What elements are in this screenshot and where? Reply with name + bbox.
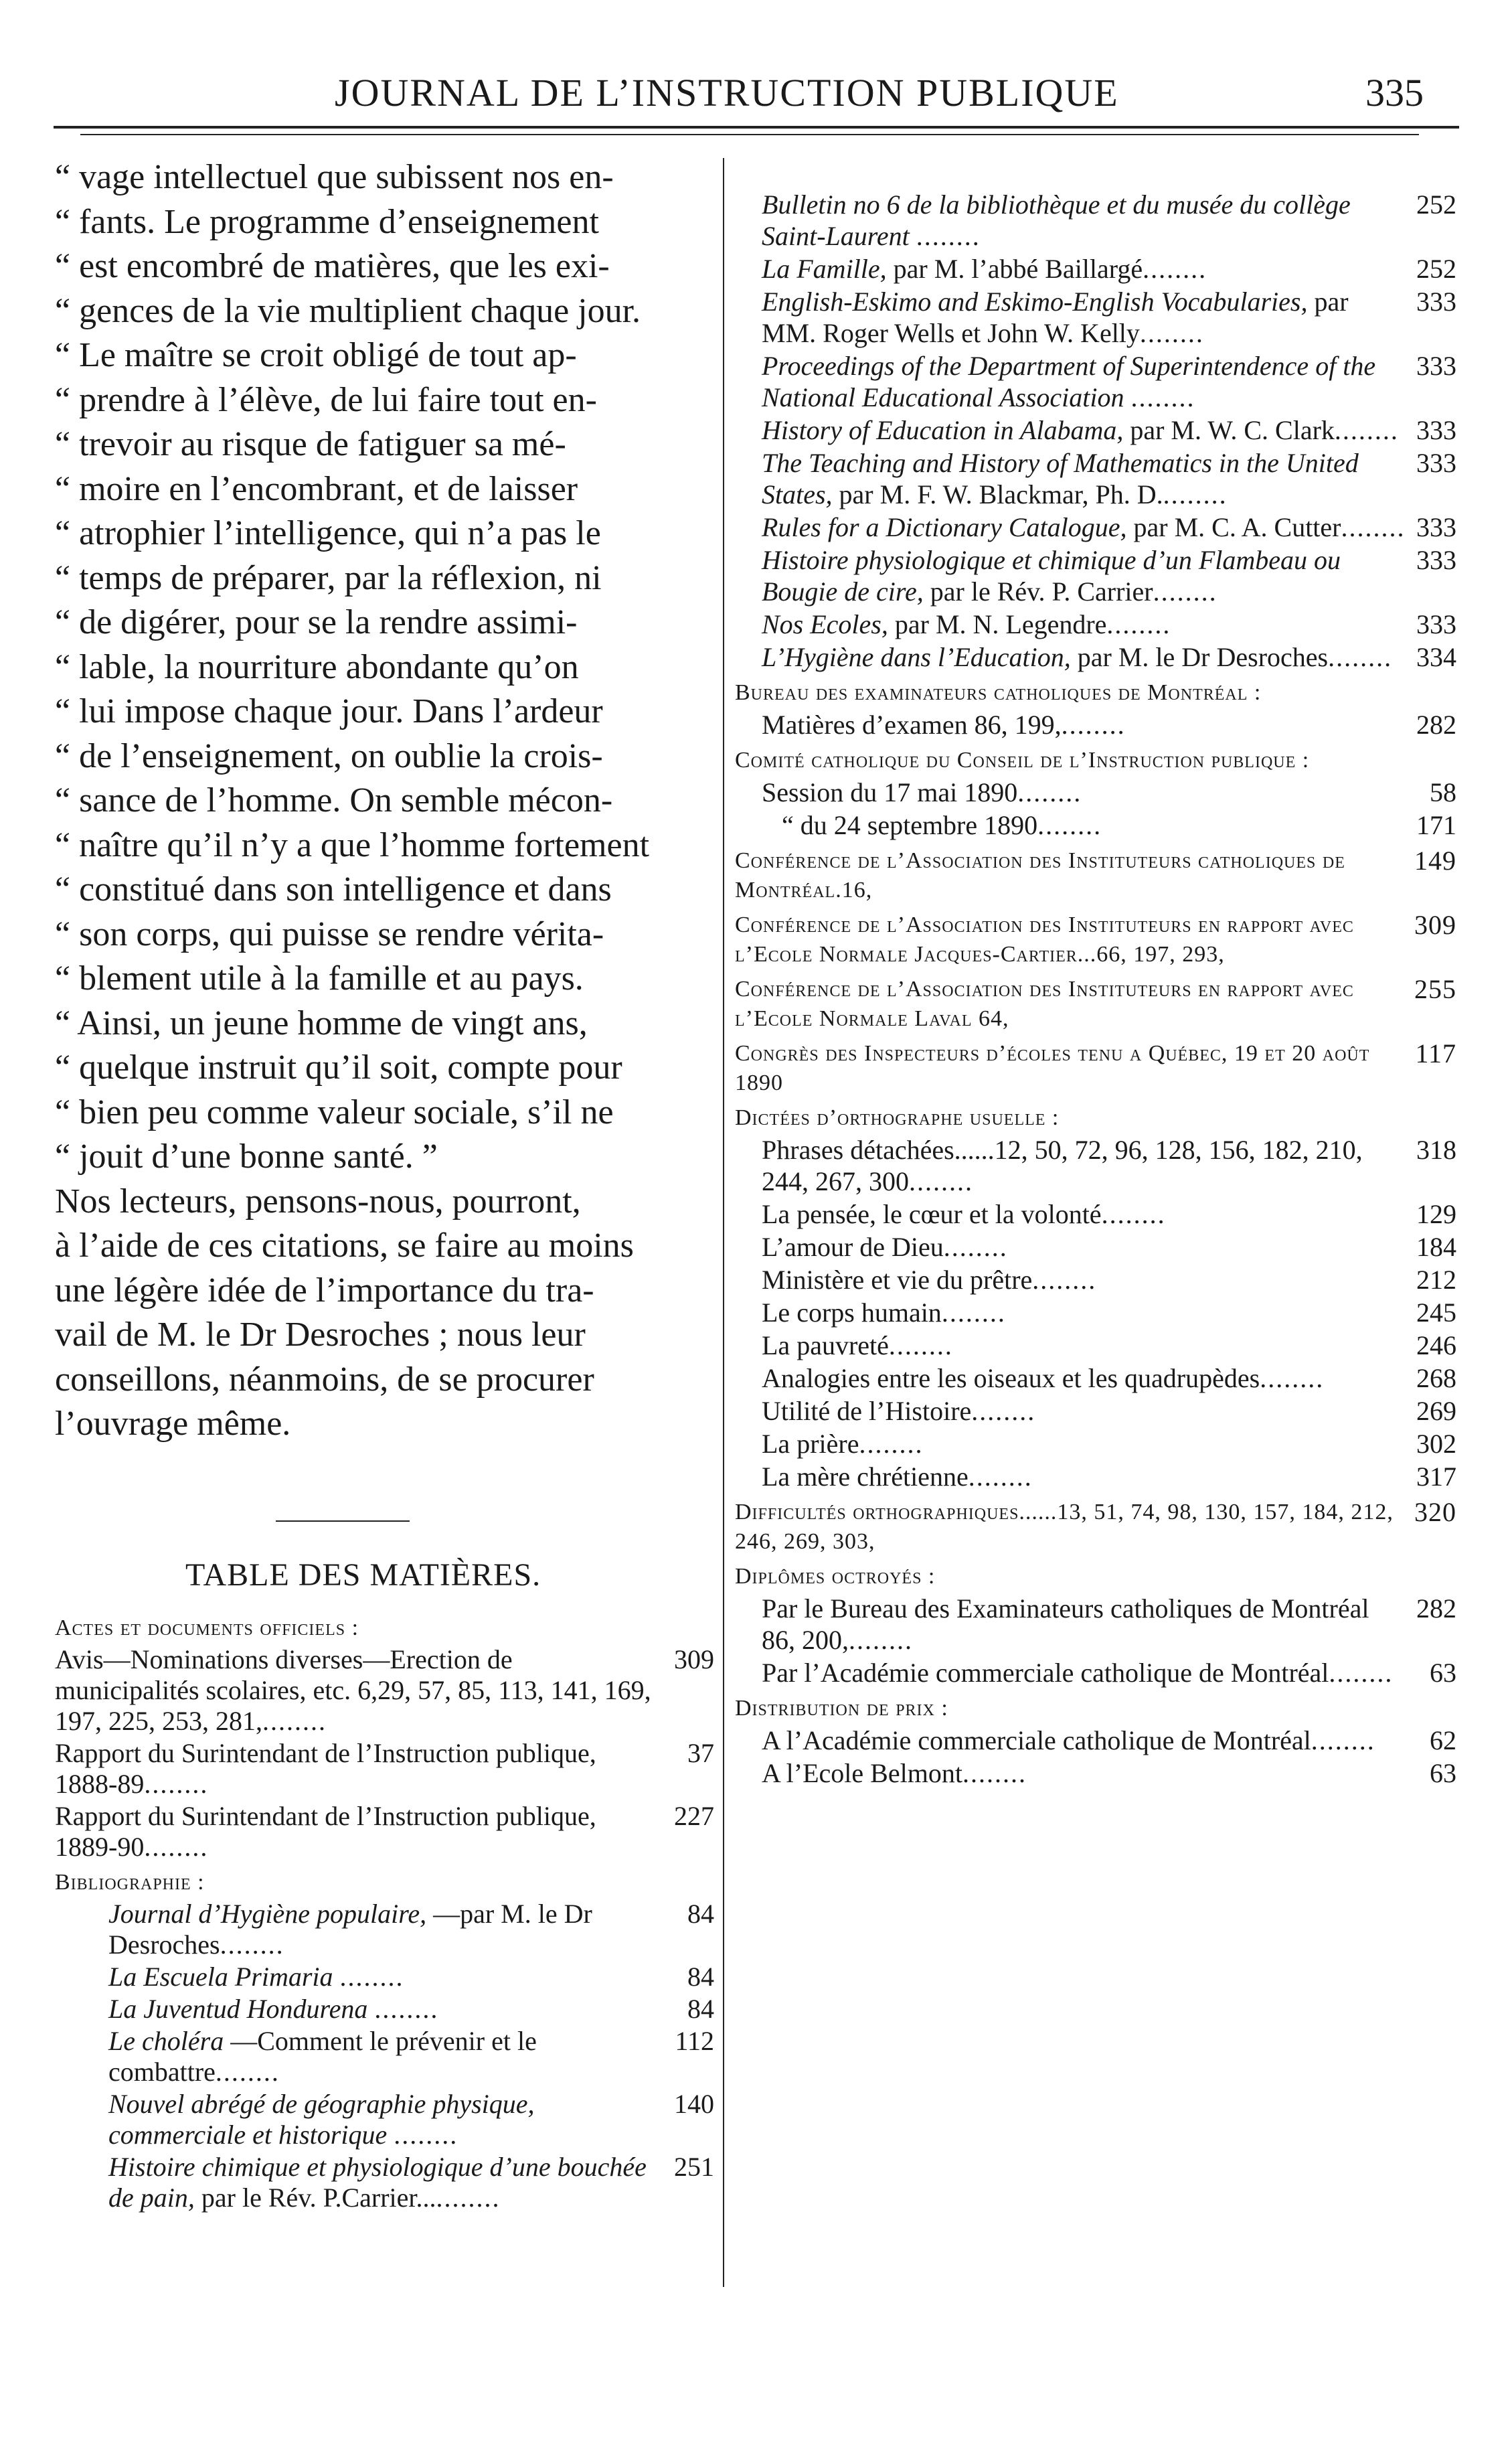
leader-dots: ........ <box>941 1297 1006 1328</box>
toc-page-number: 184 <box>1416 1232 1456 1262</box>
toc-section-heading: Diplômes octroyés : <box>735 1564 936 1589</box>
leader-dots: ........ <box>1106 609 1171 639</box>
text-line: Nos lecteurs, pensons-nous, pourront, <box>55 1182 581 1220</box>
toc-section-text: Conférence de l’Association des Instituteurs en rapport avec l’Ecole Normale Jacques-Cartier...66, 197, 293, <box>735 913 1354 967</box>
text-line: “ gences de la vie multiplient chaque jour. <box>55 291 641 330</box>
toc-entry-text <box>762 709 1406 740</box>
text-line: “ son corps, qui puisse se rendre vérita- <box>55 915 604 953</box>
toc-page-number: 309 <box>1414 910 1456 940</box>
toc-entry-detail: Ministère et vie du prêtre <box>762 1265 1033 1295</box>
leader-dots: ........ <box>916 221 981 251</box>
toc-page-number: 282 <box>1416 1593 1456 1624</box>
leader-dots: ........ <box>1017 777 1082 807</box>
toc-section-heading: Actes et documents officiels : <box>55 1615 359 1640</box>
header-rule-thin <box>80 134 1419 135</box>
toc-page-number: 84 <box>687 1993 714 2024</box>
toc-entry <box>735 641 1456 673</box>
toc-entry-detail: par le Rév. P. Carrier <box>930 576 1153 607</box>
toc-entry <box>55 1899 714 1960</box>
text-line: “ de digérer, pour se la rendre assimi- <box>55 603 578 641</box>
toc-page-number: 227 <box>674 1800 714 1831</box>
toc-entry-title: Proceedings of the Department of Superintendence of the National Educational Association <box>762 351 1376 412</box>
toc-entry <box>735 1231 1456 1263</box>
toc-entry-text <box>762 777 1406 808</box>
text-line: “ atrophier l’intelligence, qui n’a pas le <box>55 514 601 552</box>
toc-entry <box>735 1264 1456 1295</box>
toc-entry-text <box>762 1198 1406 1230</box>
leader-dots: ........ <box>262 1705 327 1736</box>
toc-entry <box>735 1757 1456 1789</box>
toc-entry <box>55 1738 714 1800</box>
toc-entry <box>55 1962 714 1992</box>
toc-entry-detail: La prière <box>762 1429 859 1459</box>
toc-entry-detail: La pauvreté <box>762 1330 889 1360</box>
leader-dots: ........ <box>1260 1363 1325 1393</box>
toc-page-number: 252 <box>1416 189 1456 220</box>
toc-entry-title: History of Education in Alabama, <box>762 415 1124 445</box>
leader-dots: ........ <box>1311 1725 1375 1755</box>
toc-page-number: 171 <box>1416 810 1456 840</box>
leader-dots: ........ <box>394 2119 458 2150</box>
text-line: une légère idée de l’importance du tra- <box>55 1271 594 1310</box>
text-line: “ vage intellectuel que subissent nos en- <box>55 158 614 196</box>
text-line: “ blement utile à la famille et au pays. <box>55 959 584 998</box>
leader-dots: ........ <box>1037 810 1102 840</box>
running-header <box>0 64 1512 124</box>
toc-entry-title: Le choléra <box>108 2025 224 2056</box>
toc-entry-text <box>762 511 1406 543</box>
toc-entry <box>55 2026 714 2087</box>
toc-entry-text <box>108 2026 663 2087</box>
leader-dots: ........ <box>339 1961 404 1992</box>
text-line: “ jouit d’une bonne santé. ” <box>55 1137 438 1176</box>
toc-entry-title: L’Hygiène dans l’Education, <box>762 642 1071 672</box>
toc-right-list <box>735 189 1456 1789</box>
leader-dots: ........ <box>374 1993 439 2024</box>
toc-entry <box>735 1657 1456 1688</box>
toc-page-number: 282 <box>1416 710 1456 740</box>
toc-entry <box>735 809 1456 841</box>
toc-entry-detail: A l’Académie commerciale catholique de Montréal <box>762 1725 1311 1755</box>
toc-entry-text <box>55 1644 663 1737</box>
toc-entry-detail: L’amour de Dieu <box>762 1232 944 1262</box>
toc-entry-title: La Juventud Hondurena <box>108 1993 368 2024</box>
toc-entry <box>55 2152 714 2213</box>
toc-page-number: 58 <box>1430 777 1456 807</box>
leader-dots: ........ <box>1341 512 1406 542</box>
toc-page-number: 129 <box>1416 1199 1456 1229</box>
toc-entry-detail: Avis—Nominations diverses—Erection de municipalités scolaires, etc. 6,29, 57, 85, 113, 141, 169, 197, 225, 253, 281, <box>55 1644 651 1736</box>
text-line: “ Le maître se croit obligé de tout ap- <box>55 336 577 374</box>
text-line: “ fants. Le programme d’enseignement <box>55 202 599 241</box>
toc-entry-detail: Le corps humain <box>762 1297 942 1328</box>
toc-entry <box>735 1395 1456 1427</box>
toc-entry <box>735 1362 1456 1394</box>
toc-entry-title: Rules for a Dictionary Catalogue, <box>762 512 1127 542</box>
toc-entry-detail: par MM. Roger Wells et John W. Kelly <box>762 287 1349 348</box>
toc-entry <box>735 544 1456 607</box>
toc-left-list <box>55 1613 714 2213</box>
toc-section-heading: Comité catholique du Conseil de l’Instruction publique : <box>735 748 1310 773</box>
toc-entry-detail: par M. W. C. Clark <box>1130 415 1335 445</box>
leader-dots: ........ <box>220 1929 284 1960</box>
toc-entry <box>735 1461 1456 1492</box>
toc-page-number: 84 <box>687 1961 714 1992</box>
toc-entry-text <box>762 1264 1406 1295</box>
toc-section-heading: Bibliographie : <box>55 1869 205 1895</box>
toc-entry-text <box>762 1757 1406 1789</box>
toc-entry-detail: Par l’Académie commerciale catholique de Montréal <box>762 1658 1329 1688</box>
text-line: “ moire en l’encombrant, et de laisser <box>55 469 578 508</box>
leader-dots: ........ <box>909 1166 973 1196</box>
toc-entry-text <box>762 1134 1406 1197</box>
toc-page-number: 333 <box>1416 609 1456 639</box>
text-line: “ est encombré de matières, que les exi- <box>55 247 610 285</box>
toc-entry-text <box>762 1461 1406 1492</box>
toc-entry-text <box>762 1395 1406 1427</box>
toc-entry-text <box>762 544 1406 607</box>
toc-page-number: 333 <box>1416 351 1456 381</box>
text-line: “ lable, la nourriture abondante qu’on <box>55 647 579 686</box>
toc-page-number: 252 <box>1416 254 1456 284</box>
toc-entry-detail: Par le Bureau des Examinateurs catholiques de Montréal 86, 200, <box>762 1593 1369 1655</box>
toc-title: TABLE DES MATIÈRES. <box>185 1557 541 1593</box>
toc-entry-text <box>762 350 1406 413</box>
toc-entry-title: Nos Ecoles, <box>762 609 888 639</box>
toc-entry <box>55 2089 714 2150</box>
toc-entry-detail: —Comment le prévenir et le combattre <box>108 2025 537 2087</box>
toc-entry-text <box>762 1297 1406 1328</box>
toc-entry-detail: Session du 17 mai 1890 <box>762 777 1018 807</box>
text-line: “ lui impose chaque jour. Dans l’ardeur <box>55 692 603 730</box>
toc-page-number: 334 <box>1416 642 1456 672</box>
toc-entry-detail: par le Rév. P.Carrier... <box>201 2182 436 2213</box>
leader-dots: ........ <box>1328 642 1393 672</box>
toc-entry-detail: “ du 24 septembre 1890 <box>782 810 1038 840</box>
toc-page-number: 333 <box>1416 287 1456 317</box>
text-line: “ temps de préparer, par la réflexion, ni <box>55 558 602 597</box>
leader-dots: ........ <box>849 1625 913 1655</box>
toc-page-number: 309 <box>674 1644 714 1674</box>
leader-dots: ........ <box>144 1831 209 1862</box>
toc-entry-title: Journal d’Hygiène populaire, <box>108 1898 427 1929</box>
toc-entry-detail: Phrases détachées......12, 50, 72, 96, 128, 156, 182, 210, 244, 267, 300 <box>762 1135 1363 1196</box>
text-line: “ sance de l’homme. On semble mécon- <box>55 781 613 819</box>
toc-entry-detail: Rapport du Surintendant de l’Instruction publique, 1888-89 <box>55 1737 596 1799</box>
toc-page-number: 246 <box>1416 1330 1456 1360</box>
toc-entry <box>55 1801 714 1863</box>
toc-page-number: 320 <box>1414 1497 1456 1527</box>
text-line: “ bien peu comme valeur sociale, s’il ne <box>55 1093 614 1131</box>
toc-entry-text <box>762 286 1406 349</box>
leader-dots: ........ <box>1163 479 1228 509</box>
toc-entry-detail: Rapport du Surintendant de l’Instruction publique, 1889-90 <box>55 1800 596 1862</box>
leader-dots: ........ <box>1061 710 1126 740</box>
toc-section-text: Conférence de l’Association des Instituteurs catholiques de Montréal.16, <box>735 848 1345 902</box>
toc-entry-text <box>762 1725 1406 1756</box>
toc-page-number: 112 <box>675 2025 714 2056</box>
toc-entry-text <box>762 1593 1406 1656</box>
text-line: conseillons, néanmoins, de se procurer <box>55 1360 594 1399</box>
toc-page-number: 255 <box>1414 974 1456 1004</box>
toc-page-number: 63 <box>1430 1758 1456 1788</box>
leader-dots: ........ <box>1032 1265 1097 1295</box>
journal-title: JOURNAL DE L’INSTRUCTION PUBLIQUE <box>335 71 1119 114</box>
toc-entry-text <box>762 1231 1406 1263</box>
toc-entry <box>55 1644 714 1737</box>
toc-entry-detail: par M. F. W. Blackmar, Ph. D. <box>839 479 1163 509</box>
toc-entry-text <box>762 1330 1406 1361</box>
toc-entry-text <box>762 641 1406 673</box>
toc-section-heading <box>735 846 1456 905</box>
toc-page-number: 84 <box>687 1898 714 1929</box>
toc-entry-title: English-Eskimo and Eskimo-English Vocabularies, <box>762 287 1308 317</box>
toc-page-number: 251 <box>674 2151 714 2182</box>
toc-page-number: 333 <box>1416 448 1456 478</box>
toc-entry-detail: par M. le Dr Desroches <box>1077 642 1329 672</box>
toc-entry <box>735 447 1456 510</box>
toc-entry <box>735 414 1456 446</box>
toc-section-text: Congrès des Inspecteurs d’écoles tenu a Québec, 19 et 20 août 1890 <box>735 1041 1370 1095</box>
toc-entry <box>735 609 1456 640</box>
text-line: l’ouvrage même. <box>55 1405 291 1443</box>
toc-section-heading <box>735 975 1456 1034</box>
toc-entry-text <box>762 1362 1406 1394</box>
toc-section-heading <box>735 1498 1456 1557</box>
toc-entry <box>735 777 1456 808</box>
column-divider <box>723 158 724 2287</box>
toc-section-heading <box>735 911 1456 969</box>
toc-entry <box>735 286 1456 349</box>
toc-entry-title: Bulletin no 6 de la bibliothèque et du musée du collège Saint-Laurent <box>762 189 1351 251</box>
text-line: “ naître qu’il n’y a que l’homme fortement <box>55 825 650 864</box>
toc-entry-text <box>108 1899 663 1960</box>
page-number: 335 <box>1365 71 1424 114</box>
text-line: “ constitué dans son intelligence et dans <box>55 870 612 908</box>
toc-entry-detail: Analogies entre les oiseaux et les quadrupèdes <box>762 1363 1260 1393</box>
toc-entry <box>735 1198 1456 1230</box>
toc-entry-title: Nouvel abrégé de géographie physique, commerciale et historique <box>108 2088 535 2150</box>
toc-entry-text <box>108 2089 663 2150</box>
toc-entry-text <box>108 2152 663 2213</box>
text-line: “ de l’enseignement, on oublie la crois- <box>55 736 603 775</box>
toc-page-number: 268 <box>1416 1363 1456 1393</box>
toc-section-heading: Bureau des examinateurs catholiques de Montréal : <box>735 680 1262 705</box>
toc-section-text: Difficultés orthographiques......13, 51, 74, 98, 130, 157, 184, 212, 246, 269, 303, <box>735 1500 1394 1554</box>
text-line: “ prendre à l’élève, de lui faire tout en- <box>55 380 597 419</box>
toc-page-number: 63 <box>1430 1658 1456 1688</box>
toc-entry-title: The Teaching and History of Mathematics in the United States, <box>762 448 1359 509</box>
leader-dots: ........ <box>1101 1199 1166 1229</box>
toc-entry-detail: Matières d’examen 86, 199, <box>762 710 1062 740</box>
toc-entry <box>735 1725 1456 1756</box>
leader-dots: ........ <box>215 2056 280 2087</box>
toc-page-number: 212 <box>1416 1265 1456 1295</box>
toc-entry <box>735 1428 1456 1459</box>
toc-page-number: 62 <box>1430 1725 1456 1755</box>
header-rule <box>54 126 1459 129</box>
toc-page-number: 245 <box>1416 1297 1456 1328</box>
toc-page-number: 333 <box>1416 512 1456 542</box>
toc-entry <box>735 1134 1456 1197</box>
leader-dots: ........ <box>971 1396 1036 1426</box>
toc-entry-text <box>55 1801 663 1863</box>
leader-dots: ........ <box>1143 254 1207 284</box>
leader-dots: ........ <box>1139 318 1204 348</box>
toc-page-number: 333 <box>1416 415 1456 445</box>
toc-entry-title: La Escuela Primaria <box>108 1961 333 1992</box>
text-line: “ trevoir au risque de fatiguer sa mé- <box>55 425 566 463</box>
toc-section-heading <box>735 1039 1456 1098</box>
toc-entry-text <box>782 809 1406 841</box>
toc-entry <box>735 1297 1456 1328</box>
text-line: “ quelque instruit qu’il soit, compte pour <box>55 1048 622 1087</box>
body-text <box>55 155 714 1447</box>
toc-entry-detail: Utilité de l’Histoire <box>762 1396 972 1426</box>
toc-entry-text <box>55 1738 663 1800</box>
toc-section-heading: Distribution de prix : <box>735 1696 948 1721</box>
toc-entry <box>735 1593 1456 1656</box>
leader-dots: ........ <box>859 1429 924 1459</box>
leader-dots: ........ <box>968 1462 1033 1492</box>
toc-entry-text <box>762 414 1406 446</box>
toc-entry-detail: —par M. le Dr Desroches <box>108 1898 592 1960</box>
leader-dots: ........ <box>1334 415 1399 445</box>
toc-entry-title: Histoire chimique et physiologique d’une bouchée de pain, <box>108 2151 647 2213</box>
text-line: à l’aide de ces citations, se faire au moins <box>55 1227 634 1265</box>
leader-dots: ........ <box>1329 1658 1394 1688</box>
toc-entry-detail: par M. C. A. Cutter <box>1133 512 1341 542</box>
toc-entry <box>735 350 1456 413</box>
leader-dots: ........ <box>436 2182 501 2213</box>
toc-section-heading: Dictées d’orthographe usuelle : <box>735 1105 1060 1130</box>
toc-page-number: 140 <box>674 2088 714 2119</box>
leader-dots: ........ <box>1130 382 1195 412</box>
toc-entry <box>735 1330 1456 1361</box>
text-line: “ Ainsi, un jeune homme de vingt ans, <box>55 1004 588 1042</box>
toc-entry-detail: La pensée, le cœur et la volonté <box>762 1199 1102 1229</box>
leader-dots: ........ <box>144 1768 209 1799</box>
toc-page-number: 302 <box>1416 1429 1456 1459</box>
toc-entry-title: La Famille, <box>762 254 887 284</box>
leader-dots: ........ <box>943 1232 1008 1262</box>
toc-page-number: 269 <box>1416 1396 1456 1426</box>
leader-dots: ........ <box>1153 576 1217 607</box>
toc-page-number: 37 <box>687 1737 714 1768</box>
toc-entry <box>735 253 1456 285</box>
text-line: vail de M. le Dr Desroches ; nous leur <box>55 1316 586 1354</box>
toc-entry <box>735 709 1456 740</box>
toc-page-number: 117 <box>1415 1038 1456 1069</box>
left-column <box>55 155 714 2215</box>
leader-dots: ........ <box>888 1330 953 1360</box>
toc-entry-text <box>762 609 1406 640</box>
toc-entry-detail: par M. l’abbé Baillargé <box>893 254 1143 284</box>
toc-page-number: 317 <box>1416 1462 1456 1492</box>
toc-section-text: Conférence de l’Association des Instituteurs en rapport avec l’Ecole Normale Laval 64, <box>735 977 1354 1031</box>
toc-entry-text <box>762 1657 1406 1688</box>
toc-entry-text <box>762 1428 1406 1459</box>
toc-entry-detail: La mère chrétienne <box>762 1462 969 1492</box>
toc-entry-title: Histoire physiologique et chimique d’un Flambeau ou Bougie de cire, <box>762 545 1341 607</box>
toc-entry-detail: par M. N. Legendre <box>894 609 1107 639</box>
toc-entry <box>735 189 1456 252</box>
toc-entry-text <box>762 253 1406 285</box>
toc-entry-text <box>762 189 1406 252</box>
section-separator <box>276 1520 410 1522</box>
toc-entry-text <box>108 1962 663 1992</box>
toc-page-number: 149 <box>1414 846 1456 876</box>
toc-page-number: 333 <box>1416 545 1456 575</box>
toc-entry <box>55 1994 714 2025</box>
toc-entry <box>735 511 1456 543</box>
toc-entry-text <box>108 1994 663 2025</box>
right-column <box>735 189 1456 1790</box>
toc-page-number: 318 <box>1416 1135 1456 1165</box>
toc-entry-detail: A l’Ecole Belmont <box>762 1758 962 1788</box>
leader-dots: ........ <box>962 1758 1027 1788</box>
toc-entry-text <box>762 447 1406 510</box>
